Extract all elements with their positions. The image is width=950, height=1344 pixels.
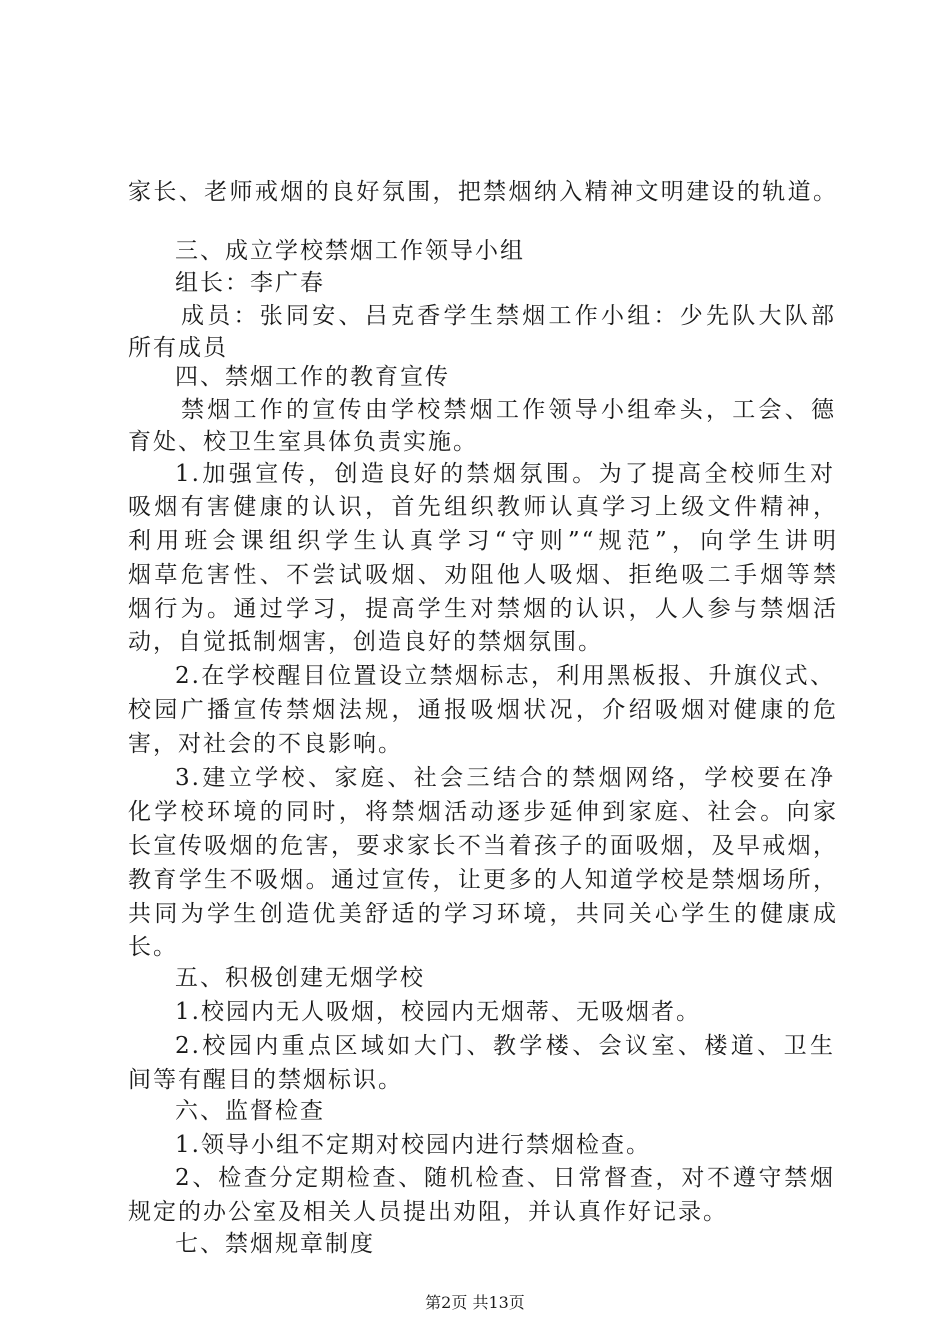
text-line: 1.领导小组不定期对校园内进行禁烟检查。 [175,1132,651,1158]
section-heading: 四、禁烟工作的教育宣传 [175,364,450,390]
text-line: 动，自觉抵制烟害，创造良好的禁烟氛围。 [128,629,603,655]
text-line: 教育学生不吸烟。通过宣传，让更多的人知道学校是禁烟场所， [128,867,838,893]
text-line: 3.建立学校、家庭、社会三结合的禁烟网络，学校要在净 [175,765,835,791]
text-line: 育处、校卫生室具体负责实施。 [128,429,478,455]
section-heading: 五、积极创建无烟学校 [175,965,425,991]
text-line: 所有成员 [128,335,228,361]
text-line: 吸烟有害健康的认识，首先组织教师认真学习上级文件精神， [128,494,838,520]
text-line: 1.加强宣传，创造良好的禁烟氛围。为了提高全校师生对 [175,461,835,487]
text-line: 化学校环境的同时，将禁烟活动逐步延伸到家庭、社会。向家 [128,799,838,825]
text-line: 组长：李广春 [175,270,325,296]
page-footer: 第2页 共13页 [425,1293,525,1312]
text-line: 1.校园内无人吸烟，校园内无烟蒂、无吸烟者。 [175,999,701,1025]
text-line: 成员：张同安、吕克香学生禁烟工作小组：少先队大队部 [181,303,836,329]
text-line: 2.校园内重点区域如大门、教学楼、会议室、楼道、卫生 [175,1033,835,1059]
section-heading: 七、禁烟规章制度 [175,1231,375,1257]
text-line: 家长、老师戒烟的良好氛围，把禁烟纳入精神文明建设的轨道。 [128,179,838,205]
text-line: 共同为学生创造优美舒适的学习环境，共同关心学生的健康成 [128,901,838,927]
section-heading: 三、成立学校禁烟工作领导小组 [175,238,525,264]
text-line: 禁烟工作的宣传由学校禁烟工作领导小组牵头，工会、德 [181,397,836,423]
text-line: 害，对社会的不良影响。 [128,731,403,757]
text-line: 烟草危害性、不尝试吸烟、劝阻他人吸烟、拒绝吸二手烟等禁 [128,562,838,588]
text-line: 间等有醒目的禁烟标识。 [128,1067,403,1093]
text-line: 利用班会课组织学生认真学习“守则”“规范”，向学生讲明 [128,528,838,554]
text-line: 长。 [128,934,178,960]
text-line: 校园广播宣传禁烟法规，通报吸烟状况，介绍吸烟对健康的危 [128,697,838,723]
section-heading: 六、监督检查 [175,1098,325,1124]
text-line: 2.在学校醒目位置设立禁烟标志，利用黑板报、升旗仪式、 [175,663,835,689]
text-line: 烟行为。通过学习，提高学生对禁烟的认识，人人参与禁烟活 [128,596,838,622]
text-line: 长宣传吸烟的危害，要求家长不当着孩子的面吸烟，及早戒烟， [128,833,838,859]
text-line: 规定的办公室及相关人员提出劝阻，并认真作好记录。 [128,1199,728,1225]
text-line: 2、检查分定期检查、随机检查、日常督查，对不遵守禁烟 [175,1165,835,1191]
